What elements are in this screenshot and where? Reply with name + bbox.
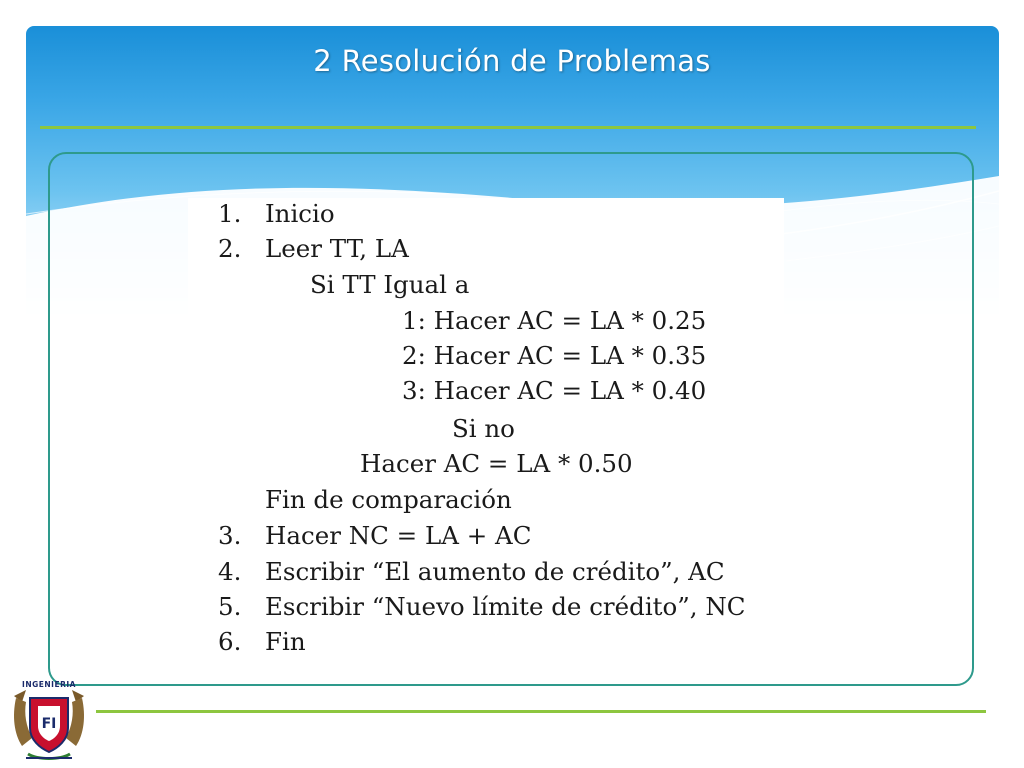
case-else: Si no xyxy=(452,414,515,443)
step-number: 5. xyxy=(218,592,242,621)
case-option-3: 3: Hacer AC = LA * 0.40 xyxy=(402,376,707,405)
svg-text:FI: FI xyxy=(41,716,57,732)
step-number: 6. xyxy=(218,627,242,656)
case-header: Si TT Igual a xyxy=(310,270,470,299)
bottom-divider xyxy=(96,710,986,713)
logo-label: INGENIERIA xyxy=(22,680,76,689)
top-divider xyxy=(40,126,976,129)
step-number: 4. xyxy=(218,557,242,586)
step-number: 2. xyxy=(218,234,242,263)
faculty-crest-icon xyxy=(8,676,90,764)
case-else-action: Hacer AC = LA * 0.50 xyxy=(360,449,633,478)
step-inicio: Inicio xyxy=(265,199,335,228)
step-escribir-aumento: Escribir “El aumento de crédito”, AC xyxy=(265,557,725,586)
step-number: 3. xyxy=(218,521,242,550)
slide-title: 2 Resolución de Problemas xyxy=(313,44,711,78)
step-number: 1. xyxy=(218,199,242,228)
step-fin: Fin xyxy=(265,627,306,656)
step-escribir-limite: Escribir “Nuevo límite de crédito”, NC xyxy=(265,592,746,621)
step-hacer-nc: Hacer NC = LA + AC xyxy=(265,521,532,550)
case-option-1: 1: Hacer AC = LA * 0.25 xyxy=(402,306,707,335)
case-end: Fin de comparación xyxy=(265,485,512,514)
case-option-2: 2: Hacer AC = LA * 0.35 xyxy=(402,341,707,370)
step-leer: Leer TT, LA xyxy=(265,234,409,263)
